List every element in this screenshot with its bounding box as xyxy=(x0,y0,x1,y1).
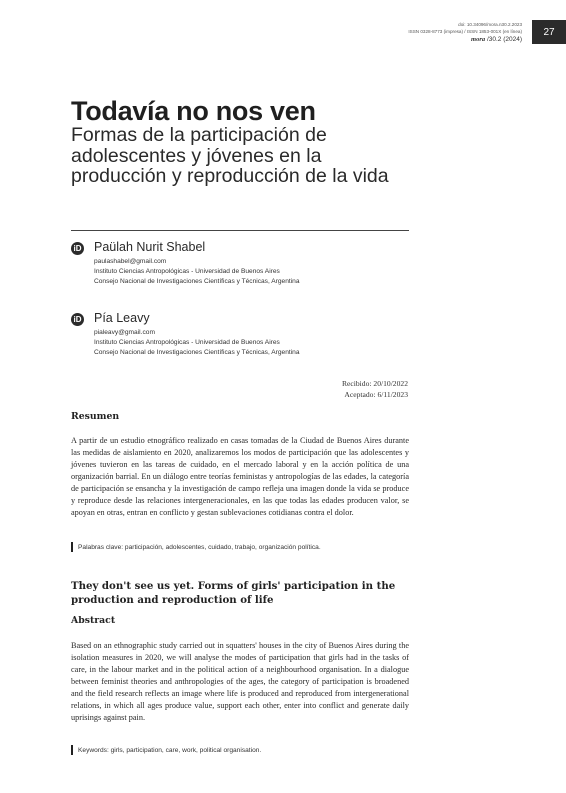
orcid-icon[interactable]: iD xyxy=(71,313,84,326)
author-affiliation: Instituto Ciencias Antropológicas - Universidad de Buenos Aires xyxy=(94,268,280,275)
orcid-icon[interactable]: iD xyxy=(71,242,84,255)
article-title: Todavía no nos ven xyxy=(71,96,316,126)
author-name: Pía Leavy xyxy=(94,311,150,325)
author-info xyxy=(94,257,300,287)
issn-text: ISSN 0328-8773 (impresa) / ISSN 1853-001X (en línea) xyxy=(408,28,522,34)
keyword-marker xyxy=(71,745,73,755)
author-name: Paülah Nurit Shabel xyxy=(94,240,206,254)
author-email[interactable]: pialeavy@gmail.com xyxy=(94,329,155,336)
keywords-es-text: Palabras clave: participación, adolescentes, cuidado, trabajo, organización política. xyxy=(78,543,321,551)
keywords-en xyxy=(71,745,261,755)
keywords-es xyxy=(71,542,321,552)
article-subtitle: Formas de la participación de adolescentes y jóvenes en la producción y reproducción de la vida xyxy=(71,124,389,187)
author-affiliation: Instituto Ciencias Antropológicas - Universidad de Buenos Aires xyxy=(94,339,280,346)
journal-issue xyxy=(408,35,522,45)
keyword-marker xyxy=(71,542,73,552)
accepted-date: Aceptado: 6/11/2023 xyxy=(344,389,408,399)
issue-number: /30.2 (2024) xyxy=(486,36,522,44)
english-title: They don't see us yet. Forms of girls' participation in the production and reproduction of life xyxy=(71,580,396,606)
abstract-heading: Abstract xyxy=(71,615,116,626)
journal-name: mora xyxy=(471,36,486,44)
title-divider xyxy=(71,230,409,231)
submission-dates xyxy=(342,379,408,400)
received-date: Recibido: 20/10/2022 xyxy=(341,379,408,388)
resumen-text: A partir de un estudio etnográfico realizado en casas tomadas de la Ciudad de Buenos Aires durante las medidas de aislamiento en 2020, analizaremos los modos de participación que las adolescentes y jóvenes tuvieron en las tareas de cuidado, en el mercado laboral y en la acción política de una organización barrial. En un diálogo entre teorías feministas y antropologías de las edades, la categoría de participación se ensancha y la investigación de campo refleja una imagen donde la vida se produce y reproduce desde las relaciones intergeneracionales, en las que todas las edades producen valor, se apoyan en otras, entran en conflicto y gestan sublevaciones cotidianas contra el dolor. xyxy=(71,436,409,517)
keywords-en-text: Keywords: girls, participation, care, work, political organisation. xyxy=(78,746,262,754)
abstract-text: Based on an ethnographic study carried out in squatters' houses in the city of Buenos Aires during the isolation measures in 2020, we will analyse the modes of participation that girls had in the tasks of care, in the labour market and in the political action of a neighbourhood organisation. In a dialogue between feminist theories and anthropologies of the ages, the category of participation is broadened and the field research reflects an image where life is produced and reproduced from intergenerational relations, in which all ages produce value, support each other, enter into conflict and generate daily uprisings against pain. xyxy=(71,641,409,722)
doi-text: doi: 10.34096/mora.n30.2.2023 xyxy=(458,22,522,27)
page-number-badge: 27 xyxy=(532,20,566,44)
journal-metadata xyxy=(408,22,522,45)
author-email[interactable]: paulashabel@gmail.com xyxy=(94,258,167,265)
author-affiliation: Consejo Nacional de Investigaciones Científicas y Técnicas, Argentina xyxy=(94,349,300,356)
author-affiliation: Consejo Nacional de Investigaciones Científicas y Técnicas, Argentina xyxy=(94,278,300,285)
author-info xyxy=(94,328,300,358)
resumen-heading: Resumen xyxy=(71,411,120,422)
